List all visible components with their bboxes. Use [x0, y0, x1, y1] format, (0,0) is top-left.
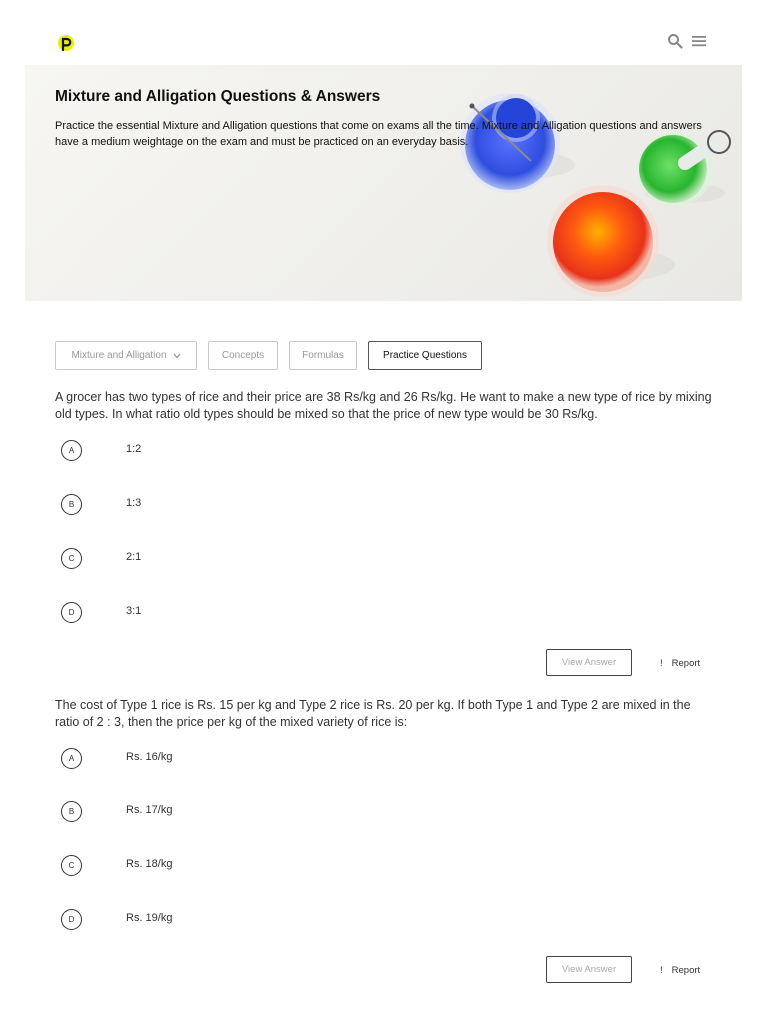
option-letter-badge: C [61, 855, 82, 876]
page-title: Mixture and Alligation Questions & Answers [55, 88, 381, 105]
hero-banner [25, 65, 742, 301]
page-description: Practice the essential Mixture and Alligation questions that come on exams all the time. Mixture and Alligation questions and answers have a medium weightage on the exam and must be practiced on an everyday basis. [55, 120, 702, 148]
top-bar [0, 0, 768, 65]
question-1-text: A grocer has two types of rice and their price are 38 Rs/kg and 26 Rs/kg. He want to make a new type of rice by mixing old types. In what ratio old types should be mixed so that the price of new type would be 30 Rs/kg. [55, 390, 712, 421]
option-letter-badge: D [61, 909, 82, 930]
option-letter-badge: D [61, 602, 82, 623]
tab-formulas[interactable] [289, 341, 357, 370]
option-letter-badge: A [61, 440, 82, 461]
option-text: 1:3 [126, 497, 142, 509]
brand-logo-icon[interactable] [55, 33, 77, 55]
report-icon: ! [660, 964, 663, 976]
question-2-report-link[interactable] [660, 963, 700, 977]
question-1-view-answer-button[interactable]: View Answer [546, 649, 632, 676]
question-2-option-a[interactable] [61, 748, 661, 770]
option-text: Rs. 17/kg [126, 804, 173, 816]
option-letter-badge: C [61, 548, 82, 569]
option-text: 3:1 [126, 605, 142, 617]
question-1-report-link[interactable] [660, 656, 700, 670]
tab-practice-questions[interactable] [368, 341, 482, 370]
topic-dropdown[interactable] [55, 341, 197, 370]
option-text: 2:1 [126, 551, 142, 563]
question-2-view-answer-button[interactable]: View Answer [546, 956, 632, 983]
question-1-option-c[interactable] [61, 548, 661, 570]
question-2-option-c[interactable] [61, 855, 661, 877]
topic-dropdown-label: Mixture and Alligation [71, 350, 167, 361]
option-letter-badge: A [61, 748, 82, 769]
option-text: 1:2 [126, 443, 142, 455]
report-label: Report [671, 964, 701, 976]
option-text: Rs. 16/kg [126, 751, 173, 763]
question-1-option-b[interactable] [61, 494, 661, 516]
report-label: Report [671, 657, 701, 669]
hamburger-menu-icon[interactable] [692, 35, 706, 47]
chevron-down-icon [173, 353, 181, 359]
question-2-option-b[interactable] [61, 801, 661, 823]
tab-concepts-label: Concepts [221, 350, 265, 361]
option-letter-badge: B [61, 494, 82, 515]
question-1-option-d[interactable] [61, 602, 661, 624]
option-text: Rs. 19/kg [126, 912, 173, 924]
report-icon: ! [660, 657, 663, 669]
question-2-option-d[interactable] [61, 909, 661, 931]
search-icon[interactable] [667, 33, 683, 49]
tab-practice-questions-label: Practice Questions [383, 350, 467, 361]
tab-concepts[interactable] [208, 341, 278, 370]
tab-formulas-label: Formulas [302, 350, 344, 361]
question-2-text: The cost of Type 1 rice is Rs. 15 per kg and Type 2 rice is Rs. 20 per kg. If both Type 1 and Type 2 are mixed in the ratio of 2 : 3, then the price per kg of the mixed variety of rice is: [55, 698, 691, 729]
option-text: Rs. 18/kg [126, 858, 173, 870]
question-1-option-a[interactable] [61, 440, 661, 462]
option-letter-badge: B [61, 801, 82, 822]
